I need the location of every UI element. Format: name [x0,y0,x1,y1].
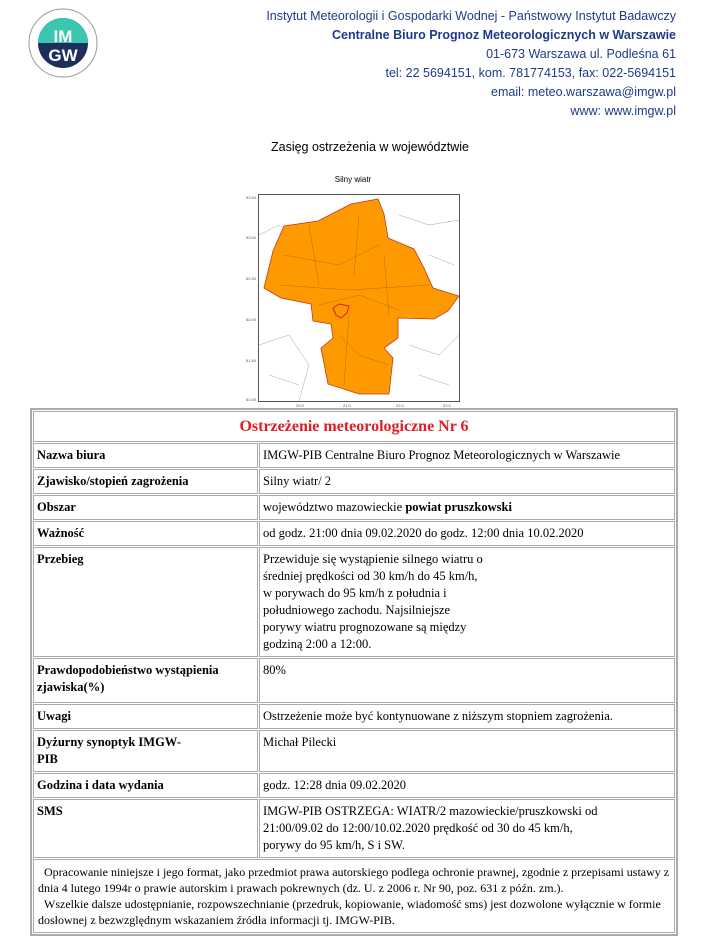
website[interactable]: www: www.imgw.pl [570,104,676,118]
lat-tick: 52.00 [246,317,257,322]
row-label: Uwagi [33,704,258,729]
row-value: Michał Pilecki [259,730,675,772]
row-label: Przebieg [33,547,258,657]
row-label: Ważność [33,521,258,546]
row-label: Dyżurny synoptyk IMGW-PIB [33,730,258,772]
lat-tick: 53.00 [246,235,257,240]
row-value: Ostrzeżenie może być kontynuowane z niższym stopniem zagrożenia. [259,704,675,729]
row-label: SMS [33,799,258,858]
row-value: IMGW-PIB OSTRZEGA: WIATR/2 mazowieckie/pruszkowski od 21:00/09.02 do 12:00/10.02.2020 prędkość od 30 do 45 km/h, porywy do 95 km/h, S i SW. [259,799,675,858]
imgw-logo [28,8,98,78]
lon-tick: 20.0 [296,403,304,408]
row-value: Przewiduje się wystąpienie silnego wiatru o średniej prędkości od 30 km/h do 45 km/h, w porywach do 95 km/h z południa i południowego zachodu. Najsilniejsze porywy wiatru prognozowane są między godziną 2:00 a 12:00. [259,547,675,657]
table-row [33,495,675,520]
warning-title: Ostrzeżenie meteorologiczne Nr 6 [33,411,675,442]
row-label: Nazwa biura [33,443,258,468]
row-label: Godzina i data wydania [33,773,258,798]
lat-tick: 53.50 [246,195,257,200]
row-label: Zjawisko/stopień zagrożenia [33,469,258,494]
lon-tick: 21.0 [343,403,351,408]
warning-map [246,194,460,408]
map-title: Zasięg ostrzeżenia w województwie [270,140,469,154]
row-value: godz. 12:28 dnia 09.02.2020 [259,773,675,798]
redistribution-text: Wszelkie dalsze udostępnianie, rozpowszechnianie (przedruk, kopiowanie, wiadomość sms) jest dozwolone wyłącznie w formie dosłownej z bezwzględnym wskazaniem źródła informacji tj. IMGW-PIB. [38,897,661,927]
table-row [33,658,675,703]
lon-tick: 22.0 [396,403,404,408]
lon-tick: 23.0 [443,403,451,408]
table-row [33,469,675,494]
phone: tel: 22 5694151, kom. 781774153, fax: 022-5694151 [385,66,676,80]
lat-tick: 52.50 [246,276,257,281]
lat-tick: 51.50 [246,358,257,363]
row-value: od godz. 21:00 dnia 09.02.2020 do godz. 12:00 dnia 10.02.2020 [259,521,675,546]
table-row [33,799,675,858]
area-voivodeship: województwo mazowieckie [263,500,406,514]
masovia-region [264,199,459,394]
map-subtitle: Silny wiatr [334,175,372,184]
area-county: powiat pruszkowski [405,500,512,514]
svg-text:IM: IM [53,27,73,46]
row-label: Obszar [33,495,258,520]
address: 01-673 Warszawa ul. Podleśna 61 [486,47,676,61]
row-value [259,495,675,520]
email[interactable]: email: meteo.warszawa@imgw.pl [491,85,676,99]
letterhead [266,7,676,121]
table-row [33,521,675,546]
table-row [33,730,675,772]
row-value: IMGW-PIB Centralne Biuro Prognoz Meteorologicznych w Warszawie [259,443,675,468]
table-row [33,704,675,729]
svg-text:GW: GW [48,46,78,65]
row-label: Prawdopodobieństwo wystąpienia zjawiska(%) [33,658,258,703]
copyright-notice [33,859,675,933]
office-name: Centralne Biuro Prognoz Meteorologicznych w Warszawie [331,28,676,42]
table-row [33,773,675,798]
copyright-text: Opracowanie niniejsze i jego format, jako przedmiot prawa autorskiego podlega ochronie prawnej, zgodnie z przepisami ustawy z dnia 4 lutego 1994r o prawie autorskim i prawach pokrewnych (dz. U. z 2006 r. Nr 90, poz. 631 z późn. zm.). [38,865,670,895]
lat-tick: 51.00 [246,397,257,402]
row-value: Silny wiatr/ 2 [259,469,675,494]
institute-name: Instytut Meteorologii i Gospodarki Wodnej - Państwowy Instytut Badawczy [266,9,676,23]
table-row [33,443,675,468]
row-value: 80% [259,658,675,703]
table-row [33,547,675,657]
